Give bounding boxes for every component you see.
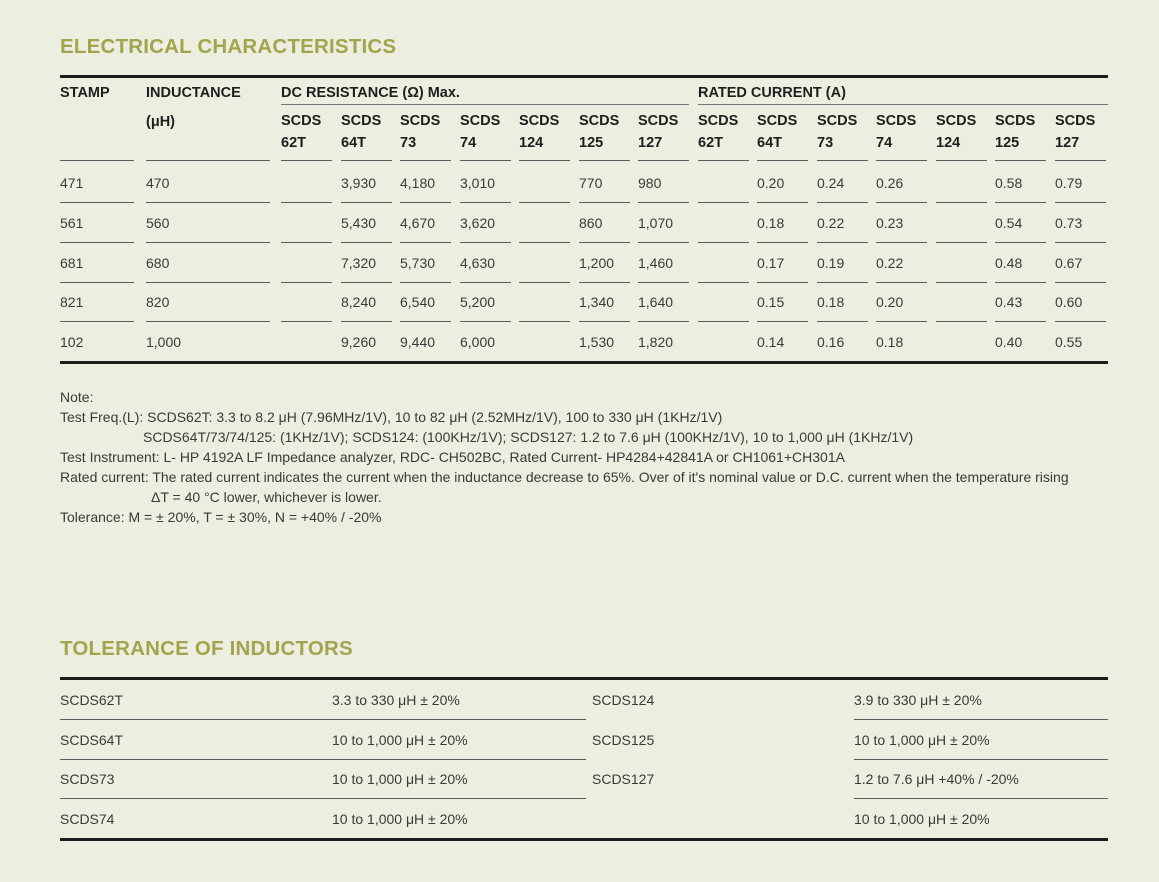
cell-current: 0.73	[1055, 215, 1083, 231]
tolerance-model: SCDS62T	[60, 692, 124, 708]
row-rule	[341, 282, 392, 283]
series-header-top: SCDS	[1055, 113, 1096, 129]
row-rule	[146, 202, 270, 203]
header-rule	[341, 160, 392, 161]
row-rule	[876, 282, 927, 283]
table-bottom-rule	[60, 361, 1108, 364]
cell-inductance: 820	[146, 294, 170, 310]
cell-dcr: 8,240	[341, 294, 377, 310]
row-rule	[638, 202, 689, 203]
series-header-top: SCDS	[519, 113, 560, 129]
cell-current: 0.17	[757, 255, 785, 271]
cell-dcr: 5,730	[400, 255, 436, 271]
cell-current: 0.40	[995, 334, 1023, 350]
cell-current: 0.58	[995, 175, 1023, 191]
row-rule	[519, 242, 570, 243]
series-header-code: 124	[936, 135, 961, 151]
row-rule	[146, 321, 270, 322]
row-rule	[854, 798, 1108, 799]
series-header-top: SCDS	[638, 113, 679, 129]
cell-current: 0.20	[757, 175, 785, 191]
series-header-top: SCDS	[341, 113, 382, 129]
series-header-top: SCDS	[281, 113, 322, 129]
header-rule	[638, 160, 689, 161]
cell-dcr: 4,180	[400, 175, 436, 191]
cell-dcr: 1,070	[638, 215, 674, 231]
tolerance-model: SCDS127	[592, 771, 655, 787]
header-rule	[876, 160, 927, 161]
series-header-code: 64T	[757, 135, 782, 151]
series-header-top: SCDS	[400, 113, 441, 129]
note-line: SCDS64T/73/74/125: (1KHz/1V); SCDS124: (100KHz/1V); SCDS127: 1.2 to 7.6 μH (100KHz/1V), 10 to 1,000 μH (1KHz/1V)	[143, 429, 914, 445]
row-rule	[698, 321, 749, 322]
series-header-top: SCDS	[579, 113, 620, 129]
cell-current: 0.24	[817, 175, 845, 191]
cell-inductance: 470	[146, 175, 170, 191]
row-rule	[936, 282, 987, 283]
row-rule	[995, 202, 1046, 203]
header-rule	[60, 160, 134, 161]
row-rule	[60, 202, 134, 203]
cell-inductance: 560	[146, 215, 170, 231]
tolerance-value: 10 to 1,000 μH ± 20%	[854, 732, 990, 748]
tolerance-value: 10 to 1,000 μH ± 20%	[854, 811, 990, 827]
row-rule	[519, 282, 570, 283]
cell-dcr: 1,640	[638, 294, 674, 310]
header-rule	[995, 160, 1046, 161]
row-rule	[460, 202, 511, 203]
cell-dcr: 770	[579, 175, 603, 191]
row-rule	[281, 202, 332, 203]
cell-current: 0.55	[1055, 334, 1083, 350]
row-rule	[638, 321, 689, 322]
note-line: Tolerance: M = ± 20%, T = ± 30%, N = +40% / -20%	[60, 509, 382, 525]
header-dc-resistance: DC RESISTANCE (Ω) Max.	[281, 85, 460, 101]
cell-current: 0.26	[876, 175, 904, 191]
row-rule	[995, 242, 1046, 243]
series-header-code: 62T	[698, 135, 723, 151]
row-rule	[400, 282, 451, 283]
series-header-code: 62T	[281, 135, 306, 151]
cell-dcr: 7,320	[341, 255, 377, 271]
row-rule	[995, 282, 1046, 283]
series-header-top: SCDS	[995, 113, 1036, 129]
row-rule	[60, 242, 134, 243]
series-header-code: 125	[579, 135, 604, 151]
row-rule	[400, 202, 451, 203]
tolerance-bottom-rule	[60, 838, 1108, 841]
cell-current: 0.79	[1055, 175, 1083, 191]
tolerance-value: 1.2 to 7.6 μH +40% / -20%	[854, 771, 1019, 787]
row-rule	[698, 202, 749, 203]
row-rule	[757, 321, 808, 322]
cell-inductance: 1,000	[146, 334, 182, 350]
tolerance-model: SCDS74	[60, 811, 115, 827]
row-rule	[146, 242, 270, 243]
cell-current: 0.20	[876, 294, 904, 310]
tolerance-model: SCDS125	[592, 732, 655, 748]
cell-current: 0.18	[757, 215, 785, 231]
cell-current: 0.14	[757, 334, 785, 350]
header-rule	[757, 160, 808, 161]
cell-current: 0.18	[876, 334, 904, 350]
cell-dcr: 5,200	[460, 294, 496, 310]
header-rule	[146, 160, 270, 161]
tolerance-value: 10 to 1,000 μH ± 20%	[332, 771, 468, 787]
table-top-rule	[60, 75, 1108, 78]
cell-current: 0.60	[1055, 294, 1083, 310]
row-rule	[579, 242, 630, 243]
row-rule	[341, 321, 392, 322]
series-header-code: 73	[400, 135, 417, 151]
cell-stamp: 821	[60, 294, 84, 310]
section-title-tolerance: TOLERANCE OF INDUCTORS	[60, 637, 353, 660]
row-rule	[638, 242, 689, 243]
row-rule	[579, 321, 630, 322]
series-header-code: 64T	[341, 135, 366, 151]
row-rule	[146, 282, 270, 283]
cell-dcr: 1,530	[579, 334, 615, 350]
series-header-top: SCDS	[936, 113, 977, 129]
tolerance-value: 3.9 to 330 μH ± 20%	[854, 692, 982, 708]
row-rule	[341, 242, 392, 243]
row-rule	[60, 321, 134, 322]
cell-dcr: 5,430	[341, 215, 377, 231]
note-line: Test Freq.(L): SCDS62T: 3.3 to 8.2 μH (7.96MHz/1V), 10 to 82 μH (2.52MHz/1V), 100 to 330 μH (1KHz/1V)	[60, 409, 723, 425]
header-rule	[460, 160, 511, 161]
row-rule	[60, 719, 586, 720]
cell-dcr: 3,930	[341, 175, 377, 191]
cell-dcr: 3,010	[460, 175, 496, 191]
row-rule	[817, 321, 868, 322]
row-rule	[638, 282, 689, 283]
cell-dcr: 4,630	[460, 255, 496, 271]
row-rule	[400, 242, 451, 243]
row-rule	[460, 321, 511, 322]
tolerance-value: 10 to 1,000 μH ± 20%	[332, 732, 468, 748]
row-rule	[817, 202, 868, 203]
cell-dcr: 3,620	[460, 215, 496, 231]
series-header-top: SCDS	[698, 113, 739, 129]
row-rule	[936, 202, 987, 203]
cell-current: 0.43	[995, 294, 1023, 310]
header-rule	[817, 160, 868, 161]
row-rule	[281, 242, 332, 243]
row-rule	[757, 242, 808, 243]
header-rated-current: RATED CURRENT (A)	[698, 85, 846, 101]
row-rule	[60, 759, 586, 760]
row-rule	[757, 282, 808, 283]
series-header-top: SCDS	[817, 113, 858, 129]
header-stamp: STAMP	[60, 85, 110, 101]
row-rule	[698, 242, 749, 243]
tolerance-model: SCDS73	[60, 771, 115, 787]
series-header-code: 127	[638, 135, 663, 151]
series-header-code: 73	[817, 135, 834, 151]
tolerance-model: SCDS124	[592, 692, 655, 708]
cell-current: 0.18	[817, 294, 845, 310]
row-rule	[579, 202, 630, 203]
row-rule	[519, 202, 570, 203]
series-header-code: 125	[995, 135, 1020, 151]
header-rule	[519, 160, 570, 161]
header-inductance: INDUCTANCE	[146, 85, 241, 101]
cell-dcr: 1,200	[579, 255, 615, 271]
cell-current: 0.22	[876, 255, 904, 271]
cell-dcr: 860	[579, 215, 603, 231]
header-rule	[281, 160, 332, 161]
cell-dcr: 6,000	[460, 334, 496, 350]
series-header-top: SCDS	[460, 113, 501, 129]
cell-dcr: 4,670	[400, 215, 436, 231]
row-rule	[60, 798, 586, 799]
row-rule	[281, 321, 332, 322]
row-rule	[854, 759, 1108, 760]
series-header-code: 127	[1055, 135, 1080, 151]
row-rule	[1055, 321, 1106, 322]
cell-current: 0.15	[757, 294, 785, 310]
note-line: Rated current: The rated current indicates the current when the inductance decrease to 65%. Over of it's nominal value or D.C. current when the temperature rising	[60, 469, 1069, 485]
row-rule	[817, 282, 868, 283]
cell-dcr: 1,460	[638, 255, 674, 271]
tolerance-model: SCDS64T	[60, 732, 124, 748]
note-line: Test Instrument: L- HP 4192A LF Impedance analyzer, RDC- CH502BC, Rated Current- HP4284+42841A or CH1061+CH301A	[60, 449, 845, 465]
cell-current: 0.67	[1055, 255, 1083, 271]
row-rule	[341, 202, 392, 203]
row-rule	[460, 242, 511, 243]
cell-dcr: 980	[638, 175, 662, 191]
tolerance-value: 10 to 1,000 μH ± 20%	[332, 811, 468, 827]
header-rule	[400, 160, 451, 161]
note-line: ΔT = 40 °C lower, whichever is lower.	[151, 489, 382, 505]
dcr-group-underline	[281, 104, 689, 105]
row-rule	[936, 242, 987, 243]
row-rule	[579, 282, 630, 283]
cell-current: 0.54	[995, 215, 1023, 231]
row-rule	[60, 282, 134, 283]
tolerance-value: 3.3 to 330 μH ± 20%	[332, 692, 460, 708]
header-inductance-unit: (μH)	[146, 114, 175, 130]
row-rule	[519, 321, 570, 322]
header-rule	[936, 160, 987, 161]
header-rule	[698, 160, 749, 161]
note-heading: Note:	[60, 389, 94, 405]
cell-current: 0.19	[817, 255, 845, 271]
current-group-underline	[698, 104, 1108, 105]
cell-inductance: 680	[146, 255, 170, 271]
row-rule	[995, 321, 1046, 322]
row-rule	[1055, 202, 1106, 203]
series-header-code: 74	[460, 135, 477, 151]
row-rule	[1055, 282, 1106, 283]
cell-dcr: 9,260	[341, 334, 377, 350]
cell-stamp: 681	[60, 255, 84, 271]
row-rule	[1055, 242, 1106, 243]
row-rule	[698, 282, 749, 283]
note-block	[60, 387, 1069, 527]
tolerance-top-rule	[60, 677, 1108, 680]
series-header-top: SCDS	[876, 113, 917, 129]
series-header-top: SCDS	[757, 113, 798, 129]
section-title-electrical: ELECTRICAL CHARACTERISTICS	[60, 35, 397, 58]
cell-stamp: 102	[60, 334, 84, 350]
row-rule	[876, 242, 927, 243]
header-rule	[579, 160, 630, 161]
row-rule	[281, 282, 332, 283]
series-header-code: 74	[876, 135, 893, 151]
cell-dcr: 9,440	[400, 334, 436, 350]
row-rule	[936, 321, 987, 322]
cell-current: 0.23	[876, 215, 904, 231]
cell-dcr: 1,820	[638, 334, 674, 350]
cell-current: 0.48	[995, 255, 1023, 271]
row-rule	[757, 202, 808, 203]
cell-dcr: 6,540	[400, 294, 436, 310]
row-rule	[460, 282, 511, 283]
row-rule	[876, 202, 927, 203]
row-rule	[400, 321, 451, 322]
row-rule	[817, 242, 868, 243]
row-rule	[876, 321, 927, 322]
cell-dcr: 1,340	[579, 294, 615, 310]
cell-stamp: 471	[60, 175, 84, 191]
cell-current: 0.16	[817, 334, 845, 350]
row-rule	[854, 719, 1108, 720]
cell-stamp: 561	[60, 215, 84, 231]
cell-current: 0.22	[817, 215, 845, 231]
series-header-code: 124	[519, 135, 544, 151]
header-rule	[1055, 160, 1106, 161]
